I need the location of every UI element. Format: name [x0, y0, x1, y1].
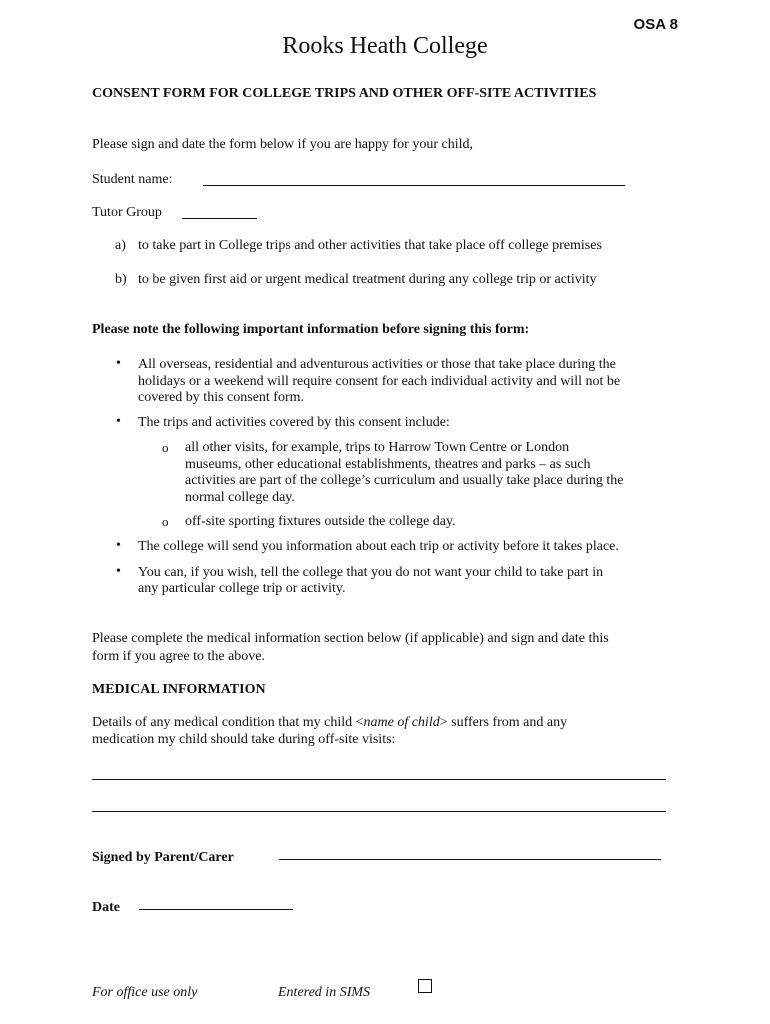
bullet-marker: • [116, 414, 121, 429]
medical-details-prefix: Details of any medical condition that my child < [92, 715, 364, 730]
bullet-4-line-2: any particular college trip or activity. [138, 581, 346, 596]
intro-sentence: Please sign and date the form below if you are happy for your child, [92, 137, 474, 152]
entered-in-sims-label: Entered in SIMS [278, 985, 371, 1000]
bullet-4-line-1: You can, if you wish, tell the college that you do not want your child to take part in [138, 565, 604, 580]
option-a-text: to take part in College trips and other activities that take place off college premises [138, 238, 602, 253]
student-name-field[interactable] [203, 185, 625, 186]
bullet-1-line-3: covered by this consent form. [138, 390, 305, 405]
bullet-marker: • [116, 356, 121, 371]
option-a-marker: a) [115, 238, 126, 253]
entered-in-sims-checkbox[interactable] [418, 979, 432, 993]
medical-heading: MEDICAL INFORMATION [92, 682, 266, 697]
date-field[interactable] [139, 909, 293, 910]
medical-details-field-1[interactable] [92, 779, 666, 780]
student-name-label: Student name: [92, 172, 173, 187]
closing-line-2: form if you agree to the above. [92, 649, 265, 664]
child-name-placeholder: name of child [363, 715, 440, 730]
sub-1-line-1: all other visits, for example, trips to Harrow Town Centre or London [185, 440, 570, 455]
sub-1-line-4: normal college day. [185, 490, 295, 505]
tutor-group-label: Tutor Group [92, 205, 162, 220]
signature-field[interactable] [279, 859, 661, 860]
sub-bullet-marker: o [162, 440, 169, 455]
bullet-3: The college will send you information about each trip or activity before it takes place. [138, 539, 619, 554]
option-b-marker: b) [115, 272, 127, 287]
closing-line-1: Please complete the medical information section below (if applicable) and sign and date this [92, 631, 609, 646]
medical-details-suffix: > suffers from and any [439, 715, 568, 730]
bullet-1-line-2: holidays or a weekend will require consent for each individual activity and will not be [138, 374, 621, 389]
sub-1-line-3: activities are part of the college’s curriculum and usually take place during the [185, 473, 624, 488]
office-use-label: For office use only [92, 985, 198, 1000]
sub-2: off-site sporting fixtures outside the college day. [185, 514, 456, 529]
signed-label: Signed by Parent/Carer [92, 850, 234, 865]
sub-bullet-marker: o [162, 514, 169, 529]
bullet-marker: • [116, 564, 121, 579]
important-heading: Please note the following important information before signing this form: [92, 322, 530, 337]
medical-details-field-2[interactable] [92, 811, 666, 812]
bullet-2: The trips and activities covered by this consent include: [138, 415, 450, 430]
date-label: Date [92, 900, 120, 915]
sub-1-line-2: museums, other educational establishments, theatres and parks – as such [185, 457, 591, 472]
medical-details-line-1 [92, 714, 567, 731]
tutor-group-field[interactable] [182, 218, 257, 219]
college-name: Rooks Heath College [282, 33, 488, 59]
medical-details-line-2: medication my child should take during off-site visits: [92, 732, 396, 747]
option-b-text: to be given first aid or urgent medical treatment during any college trip or activity [138, 272, 597, 287]
form-code: OSA 8 [633, 16, 678, 33]
bullet-marker: • [116, 538, 121, 553]
bullet-1-line-1: All overseas, residential and adventurous activities or those that take place during the [138, 357, 616, 372]
form-title: CONSENT FORM FOR COLLEGE TRIPS AND OTHER OFF-SITE ACTIVITIES [92, 86, 597, 101]
